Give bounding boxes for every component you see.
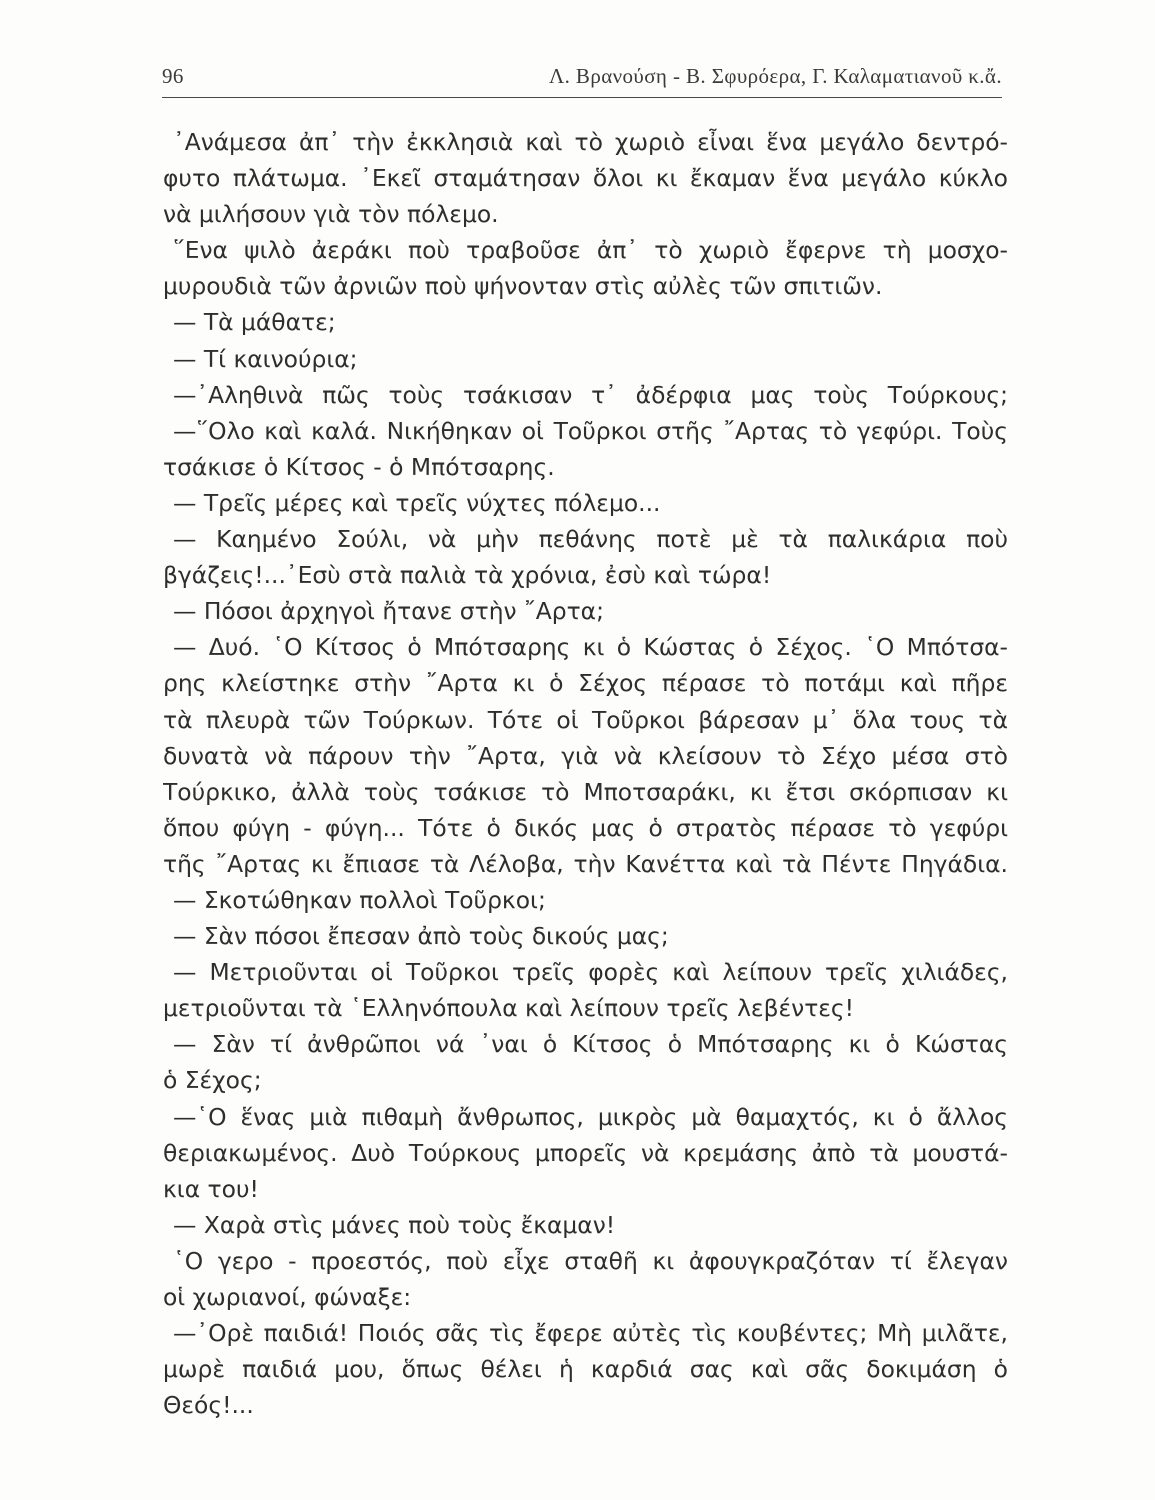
text-line: βγάζεις!...᾿Εσὺ στὰ παλιὰ τὰ χρόνια, ἐσὺ καὶ τώρα! [163,561,772,590]
dialogue-line: —᾿Ορὲ παιδιά! Ποιός σᾶς τὶς ἔφερε αὐτὲς τὶς κουβέντες; Μὴ μιλᾶτε, [173,1319,1008,1348]
page-header [162,62,1002,96]
text-line: νὰ μιλήσουν γιὰ τὸν πόλεμο. [163,200,499,229]
dialogue-line: —῾Ο ἕνας μιὰ πιθαμὴ ἄνθρωπος, μικρὸς μὰ θαμαχτός, κι ὁ ἄλλος [173,1102,1008,1131]
text-line: τσάκισε ὁ Κίτσος - ὁ Μπότσαρης. [163,452,555,481]
text-line: κια του! [163,1174,259,1203]
text-line: Τούρκικο, ἀλλὰ τοὺς τσάκισε τὸ Μποτσαράκι, κι ἔτσι σκόρπισαν κι [163,777,1008,806]
dialogue-line: — Καημένο Σούλι, νὰ μὴν πεθάνης ποτὲ μὲ τὰ παλικάρια ποὺ [173,525,1008,554]
text-line: δυνατὰ νὰ πάρουν τὴν ῎Αρτα, γιὰ νὰ κλείσουν τὸ Σέχο μέσα στὸ [163,741,1008,770]
text-line: θεριακωμένος. Δυὸ Τούρκους μπορεῖς νὰ κρεμάσης ἀπὸ τὰ μουστά- [163,1138,1008,1167]
dialogue-line: — Σκοτώθηκαν πολλοὶ Τοῦρκοι; [173,885,546,914]
text-line: ῞Ενα ψιλὸ ἀεράκι ποὺ τραβοῦσε ἀπ᾿ τὸ χωριὸ ἔφερνε τὴ μοσχο- [173,236,1008,265]
dialogue-line: — Τὰ μάθατε; [173,308,336,337]
running-head: Λ. Βρανούση - Β. Σφυρόερα, Γ. Καλαματιανοῦ κ.ἄ. [548,64,1002,88]
text-line: ρης κλείστηκε στὴν ῎Αρτα κι ὁ Σέχος πέρασε τὸ ποτάμι καὶ πῆρε [163,669,1008,698]
dialogue-line: — Μετριοῦνται οἱ Τοῦρκοι τρεῖς φορὲς καὶ λείπουν τρεῖς χιλιάδες, [173,958,1008,987]
text-line: ᾿Ανάμεσα ἀπ᾿ τὴν ἐκκλησιὰ καὶ τὸ χωριὸ εἶναι ἕνα μεγάλο δεντρό- [173,128,1008,156]
dialogue-line: — Σὰν πόσοι ἔπεσαν ἀπὸ τοὺς δικούς μας; [173,922,669,951]
page-number: 96 [162,64,184,88]
text-line: Θεός!... [163,1391,254,1420]
dialogue-line: — Σὰν τί ἀνθρῶποι νά ᾿ναι ὁ Κίτσος ὁ Μπότσαρης κι ὁ Κώστας [173,1030,1008,1059]
text-line: φυτο πλάτωμα. ᾿Εκεῖ σταμάτησαν ὅλοι κι ἔκαμαν ἕνα μεγάλο κύκλο [163,164,1008,193]
dialogue-line: —῞Ολο καὶ καλά. Νικήθηκαν οἱ Τοῦρκοι στῆς ῎Αρτας τὸ γεφύρι. Τοὺς [173,416,1008,445]
text-line: τῆς ῎Αρτας κι ἔπιασε τὰ Λέλοβα, τὴν Κανέττα καὶ τὰ Πέντε Πηγάδια. [163,849,1008,878]
text-line: ὁ Σέχος; [163,1066,262,1095]
text-line: μωρὲ παιδιά μου, ὅπως θέλει ἡ καρδιά σας καὶ σᾶς δοκιμάση ὁ [163,1355,1008,1384]
body-text [163,124,1008,1423]
dialogue-line: — Δυό. ῾Ο Κίτσος ὁ Μπότσαρης κι ὁ Κώστας ὁ Σέχος. ῾Ο Μπότσα- [173,633,1008,662]
header-rule [162,97,1002,98]
dialogue-line: — Τί καινούρια; [173,344,358,373]
dialogue-line: — Τρεῖς μέρες καὶ τρεῖς νύχτες πόλεμο... [173,488,661,517]
text-line: τὰ πλευρὰ τῶν Τούρκων. Τότε οἱ Τοῦρκοι βάρεσαν μ᾿ ὅλα τους τὰ [163,705,1008,734]
dialogue-line: — Χαρὰ στὶς μάνες ποὺ τοὺς ἔκαμαν! [173,1210,616,1239]
text-line: οἱ χωριανοί, φώναξε: [163,1283,412,1311]
text-line: ὅπου φύγη - φύγη... Τότε ὁ δικός μας ὁ στρατὸς πέρασε τὸ γεφύρι [163,813,1008,842]
text-line: ῾Ο γερο - προεστός, ποὺ εἶχε σταθῆ κι ἀφουγκραζόταν τί ἔλεγαν [173,1246,1008,1275]
dialogue-line: —᾿Αληθινὰ πῶς τοὺς τσάκισαν τ᾿ ἀδέρφια μας τοὺς Τούρκους; [173,380,1008,409]
dialogue-line: — Πόσοι ἀρχηγοὶ ἤτανε στὴν ῎Αρτα; [173,597,604,626]
text-line: μετριοῦνται τὰ ῾Ελληνόπουλα καὶ λείπουν τρεῖς λεβέντες! [163,994,855,1023]
text-line: μυρουδιὰ τῶν ἀρνιῶν ποὺ ψήνονταν στὶς αὐλὲς τῶν σπιτιῶν. [163,272,883,301]
